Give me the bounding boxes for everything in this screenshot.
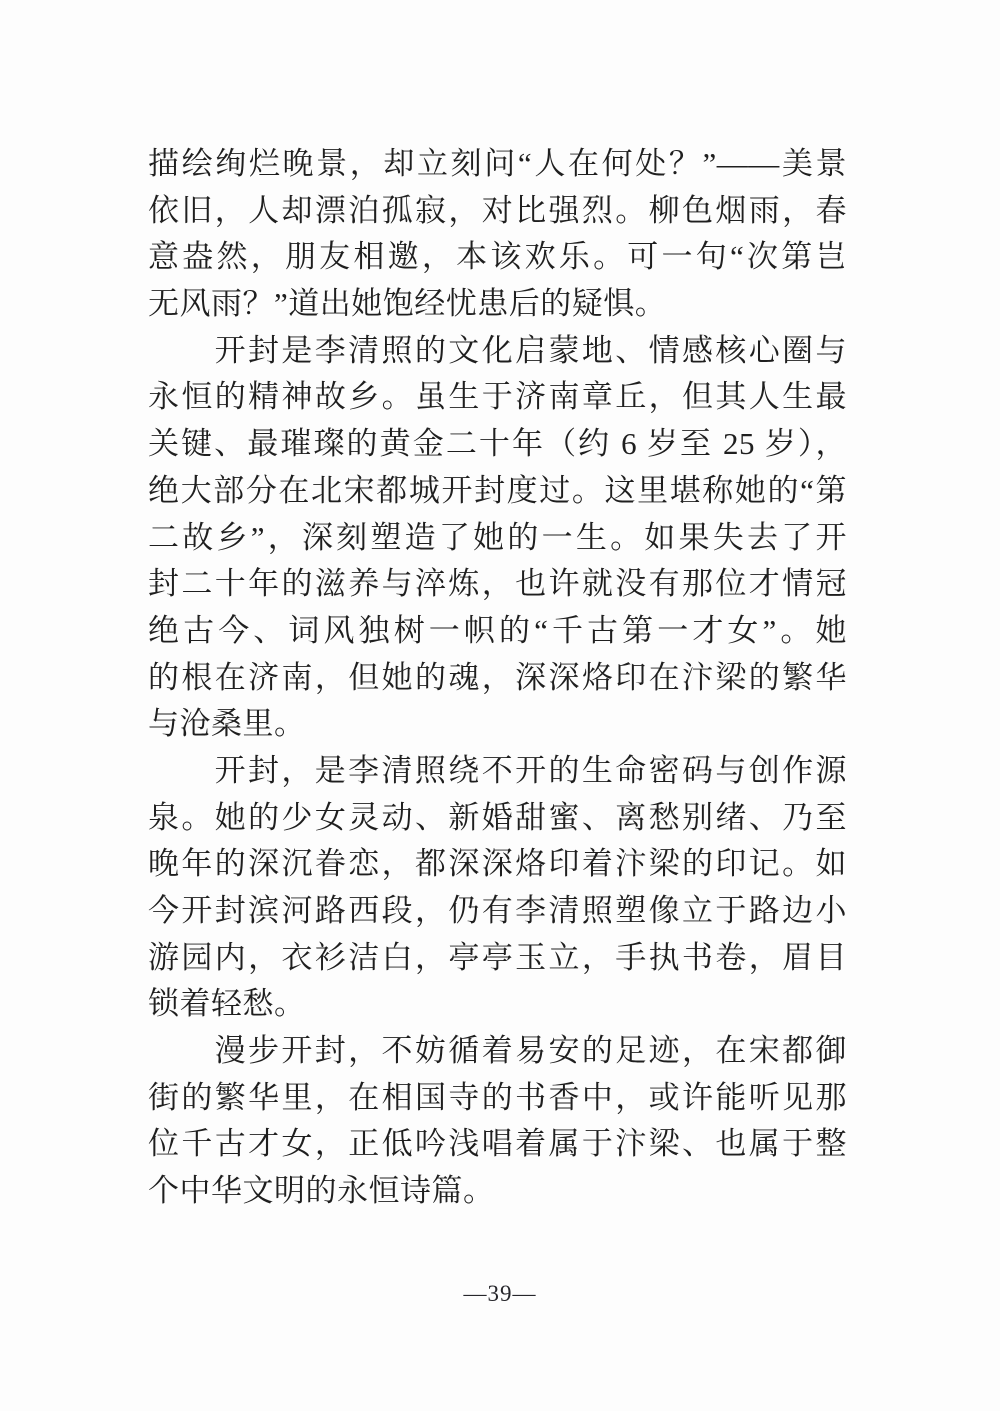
- text-line-paragraph-start: 开封是李清照的文化启蒙地、情感核心圈与: [214, 332, 847, 368]
- text-column: [148, 141, 847, 1215]
- text-line: 游园内，衣衫洁白，亭亭玉立，手执书卷，眉目: [148, 939, 847, 975]
- text-line: 街的繁华里，在相国寺的书香中，或许能听见那: [148, 1079, 847, 1115]
- text-line: 今开封滨河路西段，仍有李清照塑像立于路边小: [148, 893, 847, 928]
- text-line: 封二十年的滋养与淬炼，也许就没有那位才情冠: [148, 566, 847, 602]
- page-number: —39—: [463, 1281, 537, 1306]
- text-line: 晚年的深沉眷恋，都深深烙印着汴梁的印记。如: [148, 846, 847, 882]
- text-line: 泉。她的少女灵动、新婚甜蜜、离愁别绪、乃至: [148, 799, 847, 835]
- text-line: 意盎然，朋友相邀，本该欢乐。可一句“次第岂: [148, 239, 847, 275]
- text-line: 无风雨？”道出她饱经忧患后的疑惧。: [148, 286, 667, 322]
- text-line: 关键、最璀璨的黄金二十年（约 6 岁至 25 岁），: [148, 426, 847, 462]
- text-line: 二故乡”，深刻塑造了她的一生。如果失去了开: [148, 519, 847, 555]
- text-line: 的根在济南，但她的魂，深深烙印在汴梁的繁华: [148, 659, 847, 695]
- text-line: 绝古今、词风独树一帜的“千古第一才女”。她: [148, 612, 847, 648]
- text-line: 依旧，人却漂泊孤寂，对比强烈。柳色烟雨，春: [148, 192, 847, 228]
- text-line: 与沧桑里。: [148, 706, 306, 742]
- text-line: 位千古才女，正低吟浅唱着属于汴梁、也属于整: [148, 1126, 847, 1162]
- text-line: 描绘绚烂晚景，却立刻问“人在何处？”——美景: [148, 146, 847, 181]
- text-line: 绝大部分在北宋都城开封度过。这里堪称她的“第: [148, 472, 847, 508]
- text-line-paragraph-start: 漫步开封，不妨循着易安的足迹，在宋都御: [214, 1033, 847, 1069]
- text-line: 锁着轻愁。: [148, 986, 306, 1022]
- text-line-paragraph-start: 开封，是李清照绕不开的生命密码与创作源: [214, 752, 847, 788]
- text-line: 个中华文明的永恒诗篇。: [148, 1173, 495, 1209]
- text-line: 永恒的精神故乡。虽生于济南章丘，但其人生最: [148, 379, 847, 415]
